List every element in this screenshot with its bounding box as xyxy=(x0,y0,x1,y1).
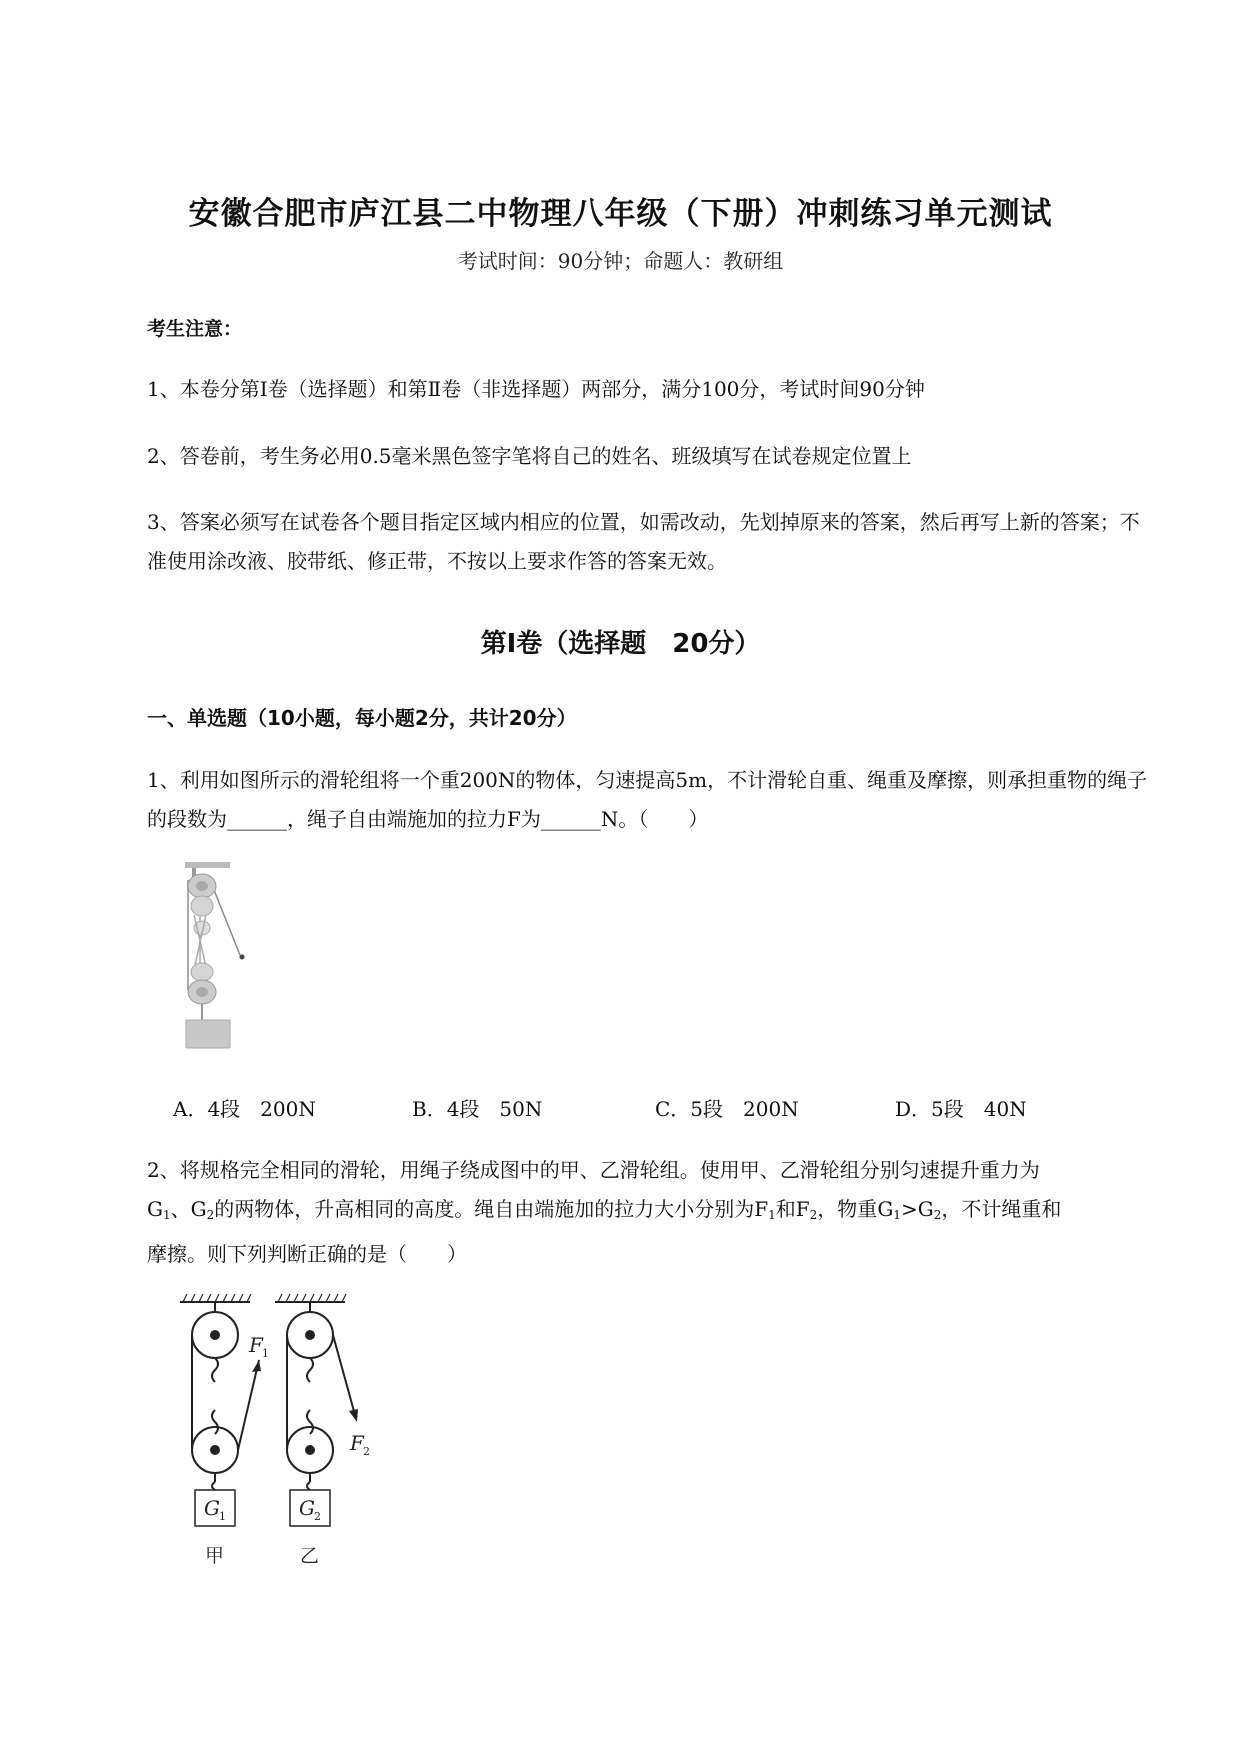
yi-label: 乙 xyxy=(300,1545,320,1567)
question-1-option-a: A．4段 200N xyxy=(173,1097,316,1121)
notice-item-2: 2、答卷前，考生务必用0.5毫米黑色签字笔将自己的姓名、班级填写在试卷规定位置上 xyxy=(147,444,912,468)
f2-label: F xyxy=(350,1431,364,1455)
f2-label-sub: 2 xyxy=(363,1445,370,1458)
question-2-pulley-diagram xyxy=(175,1290,395,1590)
g1-label-sub: 1 xyxy=(219,1510,226,1523)
f1-label: F xyxy=(249,1333,263,1357)
g2-label: G xyxy=(299,1496,315,1520)
f1-label-sub: 1 xyxy=(262,1347,269,1360)
g1-label: G xyxy=(204,1496,220,1520)
jia-label: 甲 xyxy=(205,1545,225,1567)
question-1-option-c: C．5段 200N xyxy=(655,1097,799,1121)
exam-info: 考试时间：90分钟；命题人：教研组 xyxy=(457,249,784,273)
page-title: 安徽合肥市庐江县二中物理八年级（下册）冲刺练习单元测试 xyxy=(188,196,1053,232)
notice-heading: 考生注意： xyxy=(147,318,243,340)
question-1-pulley-image xyxy=(180,860,270,1060)
question-1-option-b: B．4段 50N xyxy=(412,1097,543,1121)
notice-item-3: 3、答案必须写在试卷各个题目指定区域内相应的位置，如需改动，先划掉原来的答案，然后再写上新的答案；不准使用涂改液、胶带纸、修正带，不按以上要求作答的答案无效。 xyxy=(147,510,1140,573)
question-1-option-d: D．5段 40N xyxy=(895,1097,1027,1121)
part-title: 一、单选题（10小题，每小题2分，共计20分） xyxy=(147,706,577,730)
g2-label-sub: 2 xyxy=(314,1510,321,1523)
question-1-text: 1、利用如图所示的滑轮组将一个重200N的物体，匀速提高5m，不计滑轮自重、绳重及摩擦，则承担重物的绳子的段数为______，绳子自由端施加的拉力F为______N。（ ） xyxy=(147,768,1148,831)
question-2-text: 2、将规格完全相同的滑轮，用绳子绕成图中的甲、乙滑轮组。使用甲、乙滑轮组分别匀速提升重力为 $G_1$、$G_2$的两物体，升高相同的高度。绳自由端施加的拉力大小分别为$F_1$和$F_2$，物重$G_1>G_2$，不计绳重和 摩擦。则下列判断正确的是（ ） xyxy=(147,1158,1062,1266)
section-title: 第Ⅰ卷（选择题 20分） xyxy=(480,629,761,659)
notice-item-1: 1、本卷分第Ⅰ卷（选择题）和第Ⅱ卷（非选择题）两部分，满分100分，考试时间90分钟 xyxy=(147,377,925,401)
